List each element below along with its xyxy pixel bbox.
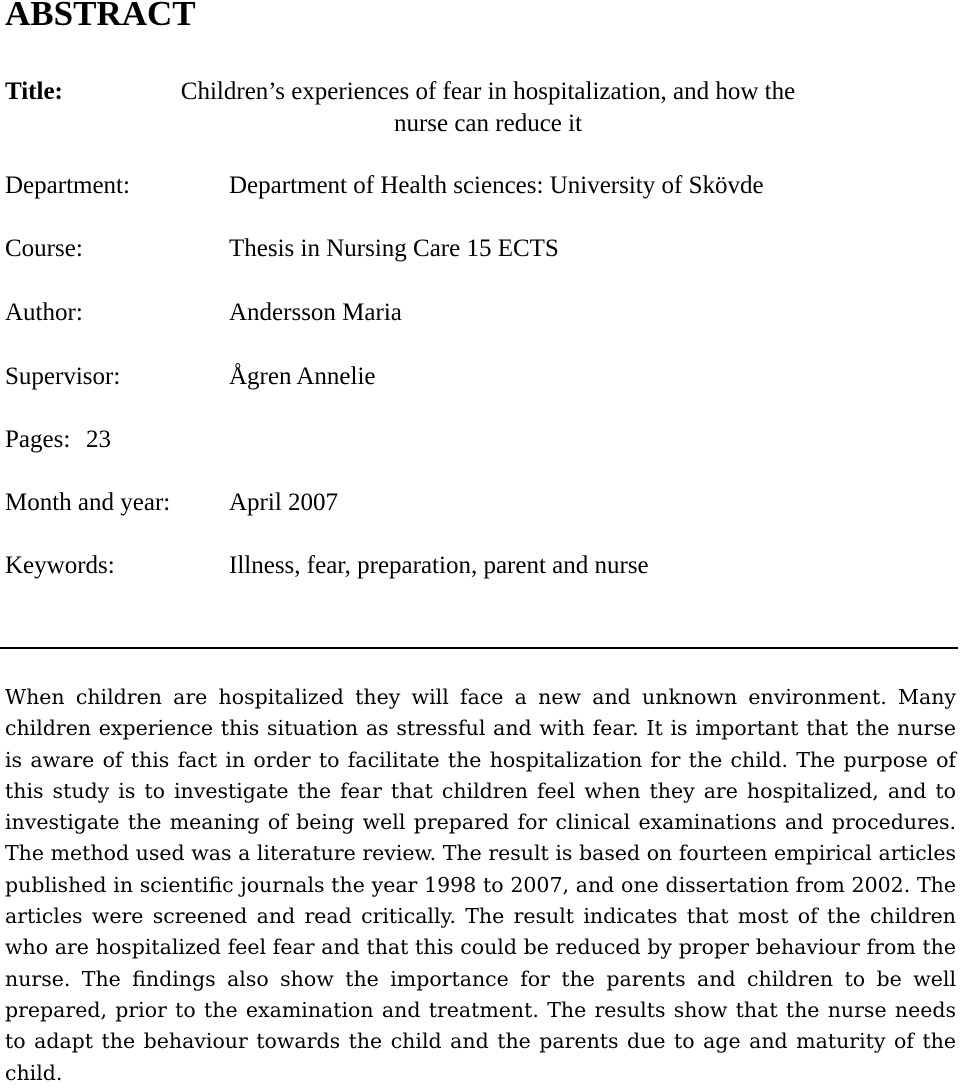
keywords-label: Keywords: [5,552,115,579]
pages-label: Pages: [5,426,71,453]
supervisor-value: Ågren Annelie [229,363,376,390]
pages-value: 23 [86,426,111,453]
author-value: Andersson Maria [229,299,402,326]
month-year-value: April 2007 [229,489,339,516]
page-title: ABSTRACT [5,0,196,33]
author-label: Author: [5,299,83,326]
title-label: Title: [5,78,63,105]
keywords-value: Illness, fear, preparation, parent and nurse [229,552,649,579]
supervisor-label: Supervisor: [5,363,121,390]
department-label: Department: [5,172,130,199]
department-value: Department of Health sciences: University of Skövde [229,172,764,199]
month-year-label: Month and year: [5,489,171,516]
course-value: Thesis in Nursing Care 15 ECTS [229,235,559,262]
abstract-body: When children are hospitalized they will face a new and unknown environment. Many children experience this situation as stressful and with fear. It is important that the nurse is aware of this fact in order to facilitate the hospitalization for the child. The purpose of this study is to investigate the fear that children feel when they are hospitalized, and to investigate the meaning of being well prepared for clinical examinations and procedures. The method used was a literature review. The result is based on fourteen empirical articles published in scientific journals the year 1998 to 2007, and one dissertation from 2002. The articles were screened and read critically. The result indicates that most of the children who are hospitalized feel fear and that this could be reduced by proper behaviour from the nurse. The findings also show the importance for the parents and children to be well prepared, prior to the examination and treatment. The results show that the nurse needs to adapt the behaviour towards the child and the parents due to age and maturity of the child. [5,685,956,1085]
section-divider [0,647,958,649]
title-value: Children’s experiences of fear in hospitalization, and how the nurse can reduce it [180,78,796,137]
course-label: Course: [5,235,83,262]
